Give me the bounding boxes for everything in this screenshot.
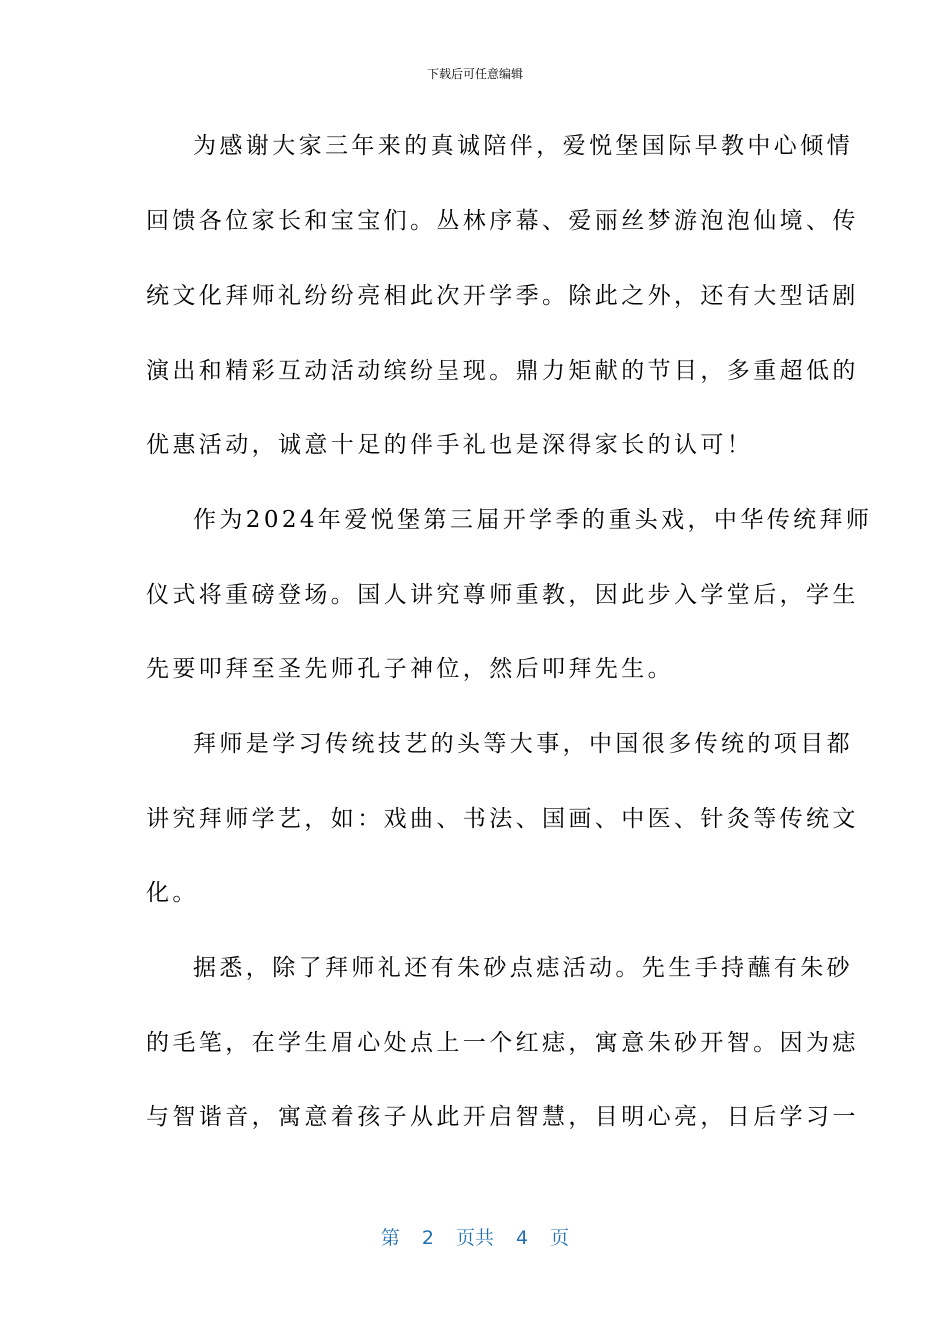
paragraph-4-line-3: 与智谐音，寓意着孩子从此开启智慧，目明心亮，日后学习一 <box>146 1104 859 1130</box>
paragraph-2-line-3: 先要叩拜至圣先师孔子神位，然后叩拜先生。 <box>146 656 674 682</box>
paragraph-4-line-1: 据悉，除了拜师礼还有朱砂点痣活动。先生手持蘸有朱砂 <box>193 955 853 981</box>
header-note: 下载后可任意编辑 <box>426 67 523 81</box>
paragraph-3-line-3: 化。 <box>146 880 199 906</box>
paragraph-2-line-2: 仪式将重磅登场。国人讲究尊师重教，因此步入学堂后，学生 <box>146 582 859 608</box>
paragraph-4-line-2: 的毛笔，在学生眉心处点上一个红痣，寓意朱砂开智。因为痣 <box>146 1030 859 1056</box>
page-label-mid: 页共 <box>455 1227 494 1249</box>
page-label-suffix: 页 <box>550 1227 570 1249</box>
paragraph-1-line-1: 为感谢大家三年来的真诚陪伴，爱悦堡国际早教中心倾情 <box>193 133 853 159</box>
page-label-prefix: 第 <box>380 1227 400 1249</box>
paragraph-3-line-2: 讲究拜师学艺，如：戏曲、书法、国画、中医、针灸等传统文 <box>146 806 859 832</box>
paragraph-1-line-5: 优惠活动，诚意十足的伴手礼也是深得家长的认可！ <box>146 432 754 458</box>
paragraph-2-line-1: 作为2024年爱悦堡第三届开学季的重头戏，中华传统拜师 <box>193 507 873 533</box>
paragraph-1-line-4: 演出和精彩互动活动缤纷呈现。鼎力矩献的节目，多重超低的 <box>146 358 859 384</box>
paragraph-1-line-2: 回馈各位家长和宝宝们。丛林序幕、爱丽丝梦游泡泡仙境、传 <box>146 208 859 234</box>
total-pages-number: 4 <box>516 1227 529 1249</box>
paragraph-3-line-1: 拜师是学习传统技艺的头等大事，中国很多传统的项目都 <box>193 731 853 757</box>
paragraph-1-line-3: 统文化拜师礼纷纷亮相此次开学季。除此之外，还有大型话剧 <box>146 283 859 309</box>
page-number-footer <box>0 1226 950 1250</box>
current-page-number: 2 <box>421 1227 434 1249</box>
